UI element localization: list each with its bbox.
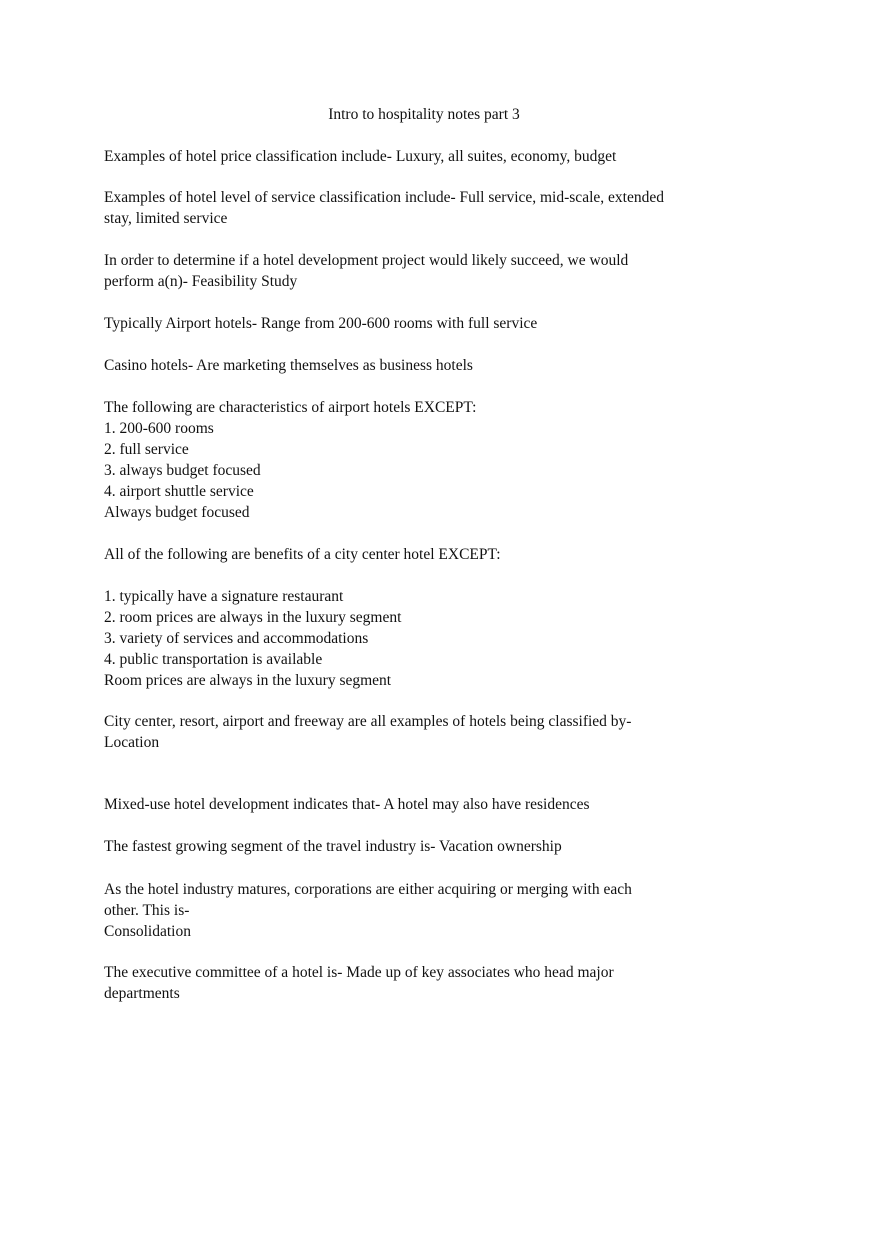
text-line: The fastest growing segment of the travel industry is- Vacation ownership <box>104 838 562 855</box>
text-line: Examples of hotel level of service classification include- Full service, mid-scale, extended <box>104 189 664 206</box>
list-item: 4. airport shuttle service <box>104 483 254 500</box>
list-item: 3. variety of services and accommodations <box>104 630 369 647</box>
text-line: Mixed-use hotel development indicates that- A hotel may also have residences <box>104 796 590 813</box>
text-line: stay, limited service <box>104 210 228 227</box>
text-line: All of the following are benefits of a city center hotel EXCEPT: <box>104 546 501 563</box>
list-item: 2. full service <box>104 441 189 458</box>
list-item: 1. typically have a signature restaurant <box>104 588 344 605</box>
text-line: The following are characteristics of airport hotels EXCEPT: <box>104 399 477 416</box>
list-item: 4. public transportation is available <box>104 651 323 668</box>
text-line: other. This is- <box>104 902 190 919</box>
text-line: perform a(n)- Feasibility Study <box>104 273 298 290</box>
page-title: Intro to hospitality notes part 3 <box>328 106 520 123</box>
answer-line: Consolidation <box>104 923 191 940</box>
list-item: 3. always budget focused <box>104 462 261 479</box>
text-line: Examples of hotel price classification include- Luxury, all suites, economy, budget <box>104 148 617 165</box>
text-line: Casino hotels- Are marketing themselves as business hotels <box>104 357 473 374</box>
list-item: 1. 200-600 rooms <box>104 420 214 437</box>
answer-line: Always budget focused <box>104 504 250 521</box>
text-line: As the hotel industry matures, corporations are either acquiring or merging with each <box>104 881 632 898</box>
answer-line: Location <box>104 734 160 751</box>
text-line: The executive committee of a hotel is- Made up of key associates who head major <box>104 964 614 981</box>
text-line: In order to determine if a hotel development project would likely succeed, we would <box>104 252 629 269</box>
list-item: 2. room prices are always in the luxury segment <box>104 609 402 626</box>
text-line: City center, resort, airport and freeway are all examples of hotels being classified by- <box>104 713 632 730</box>
text-line: Typically Airport hotels- Range from 200-600 rooms with full service <box>104 315 538 332</box>
text-line: departments <box>104 985 180 1002</box>
answer-line: Room prices are always in the luxury segment <box>104 672 392 689</box>
